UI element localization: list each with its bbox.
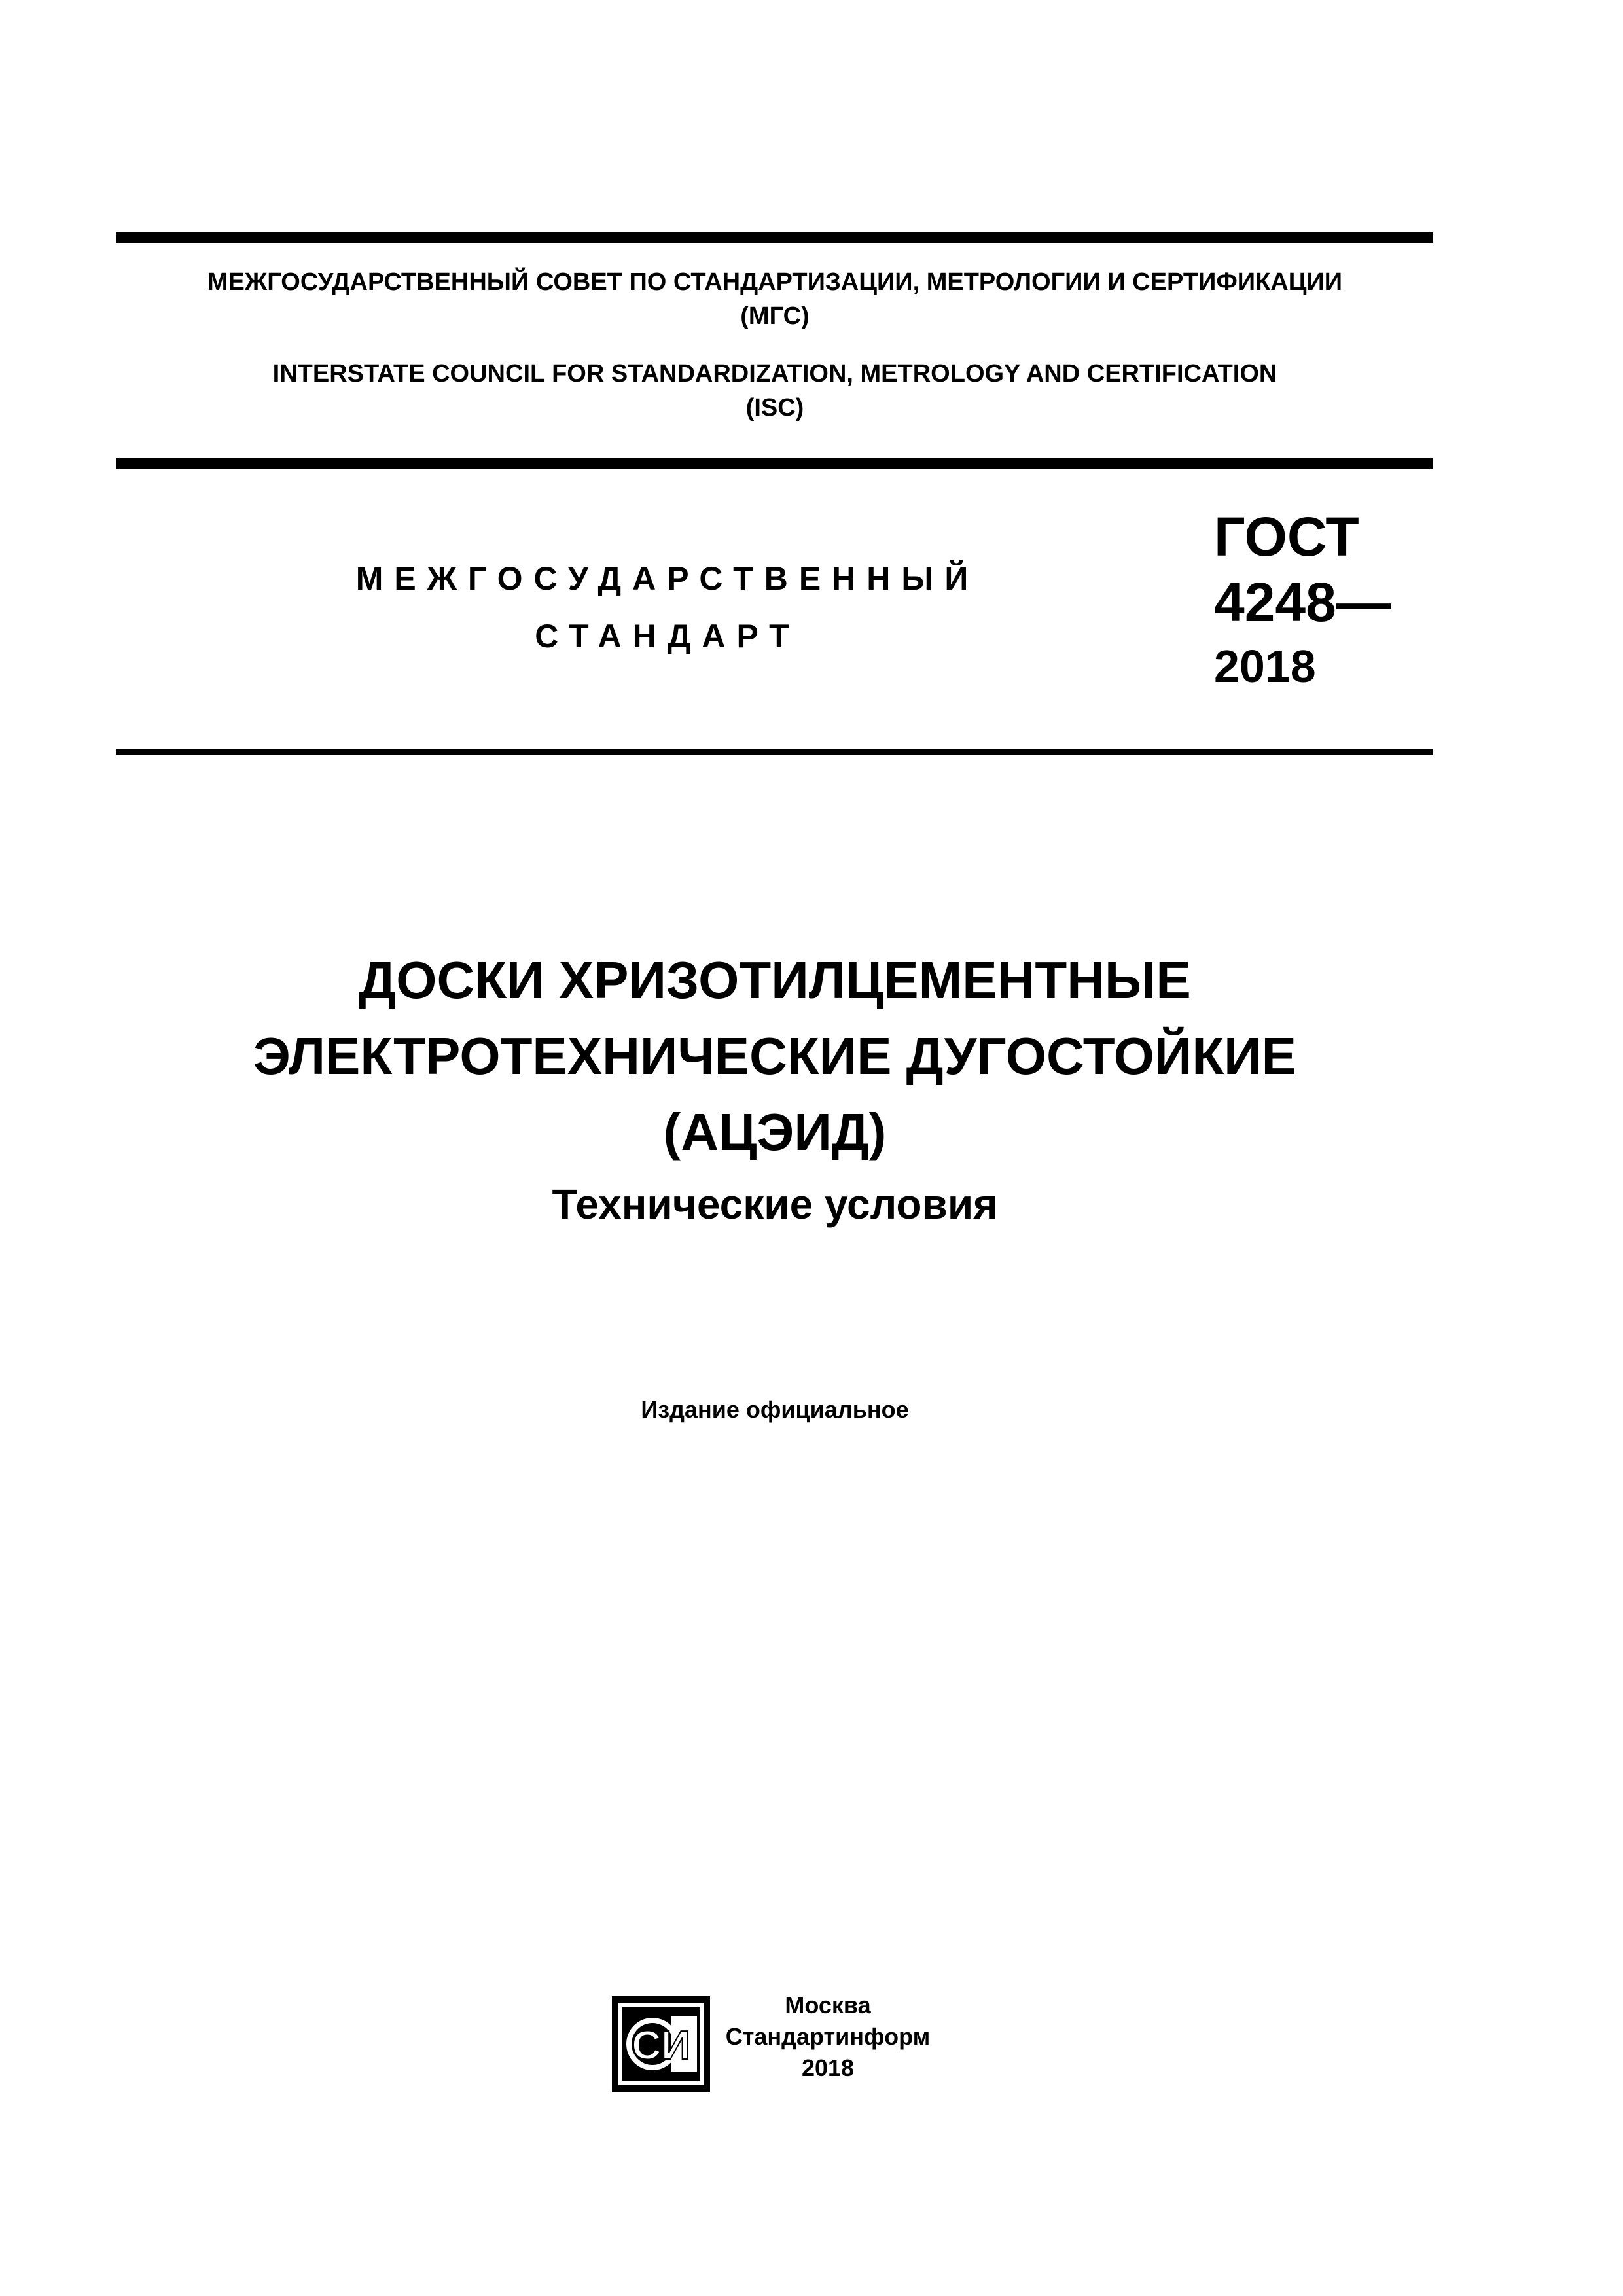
publisher-block [720, 1990, 936, 2084]
council-ru-abbr: (МГС) [740, 302, 810, 330]
gost-designation [1214, 504, 1391, 698]
document-title [116, 942, 1433, 1170]
standard-label-line2: СТАНДАРТ [535, 618, 800, 655]
publisher-year: 2018 [801, 2054, 855, 2081]
top-divider [116, 232, 1433, 243]
council-ru [116, 265, 1433, 333]
council-en-abbr: (ISC) [745, 394, 804, 422]
publisher-name: Стандартинформ [725, 2023, 931, 2050]
middle-divider [116, 458, 1433, 469]
standard-label [281, 550, 1054, 665]
edition-note: Издание официальное [641, 1396, 909, 1423]
council-en-name: INTERSTATE COUNCIL FOR STANDARDIZATION, METROLOGY AND CERTIFICATION [272, 360, 1277, 387]
gost-year: 2018 [1214, 641, 1316, 692]
title-line2: ЭЛЕКТРОТЕХНИЧЕСКИЕ ДУГОСТОЙКИЕ [253, 1027, 1297, 1085]
standard-label-line1: МЕЖГОСУДАРСТВЕННЫЙ [355, 560, 980, 597]
publisher-city: Москва [785, 1992, 871, 2018]
council-en [116, 357, 1433, 425]
standartinform-logo-icon [612, 1996, 710, 2092]
title-line1: ДОСКИ ХРИЗОТИЛЦЕМЕНТНЫЕ [359, 951, 1191, 1009]
logo-letters: СИ [632, 2023, 690, 2068]
document-subtitle: Технические условия [552, 1181, 998, 1228]
gost-prefix: ГОСТ [1214, 506, 1359, 567]
council-ru-name: МЕЖГОСУДАРСТВЕННЫЙ СОВЕТ ПО СТАНДАРТИЗАЦИИ, МЕТРОЛОГИИ И СЕРТИФИКАЦИИ [207, 268, 1343, 296]
gost-number: 4248— [1214, 571, 1391, 633]
bottom-divider [116, 749, 1433, 755]
title-line3: (АЦЭИД) [663, 1103, 887, 1161]
